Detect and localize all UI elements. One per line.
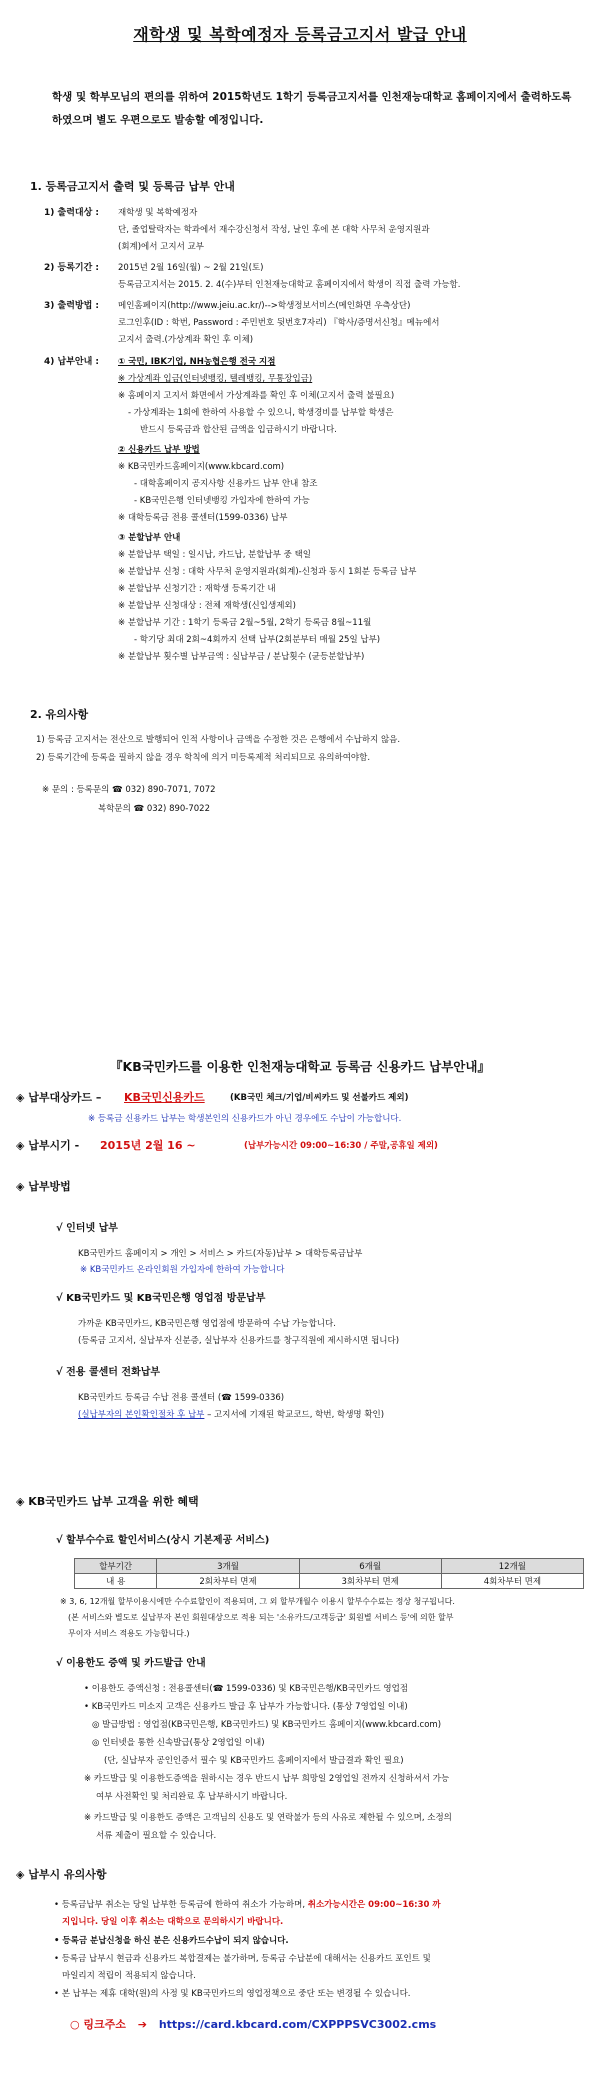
kb-m2-note: (등록금 고지서, 실납부자 신분증, 실납부자 신용카드를 창구직원에 제시하시면 됩니다) xyxy=(78,1336,400,1346)
kb-caution-2: • 등록금 분납신청을 하신 분은 신용카드수납이 되지 않습니다. xyxy=(54,1936,289,1946)
period-line: 2015년 2월 16일(월) ~ 2월 21일(토) xyxy=(118,263,264,273)
pay-line: - 대학홈페이지 공지사항 신용카드 납부 안내 참조 xyxy=(134,479,318,489)
fee-table-header-row xyxy=(75,1559,584,1574)
kb-b1-head: √ 할부수수료 할인서비스(상시 기본제공 서비스) xyxy=(56,1535,270,1546)
kb-m1-line: KB국민카드 홈페이지 > 개인 > 서비스 > 카드(자동)납부 > 대학등록금납부 xyxy=(78,1249,363,1259)
kb-m2-head: √ KB국민카드 및 KB국민은행 영업점 방문납부 xyxy=(56,1293,266,1304)
kb-caution-4: • 본 납부는 제휴 대학(원)의 사정 및 KB국민카드의 영업정책으로 중단 또는 변경될 수 있습니다. xyxy=(54,1989,411,1999)
kb-target-sub: ※ 등록금 신용카드 납부는 학생본인의 신용카드가 아닌 경우에도 수납이 가능합니다. xyxy=(88,1114,402,1124)
target-line: 단, 졸업탈락자는 학과에서 재수강신청서 작성, 날인 후에 본 대학 사무처 운영지원과 xyxy=(118,225,430,235)
fee-header-cell: 할부기간 xyxy=(75,1559,157,1574)
target-label: 1) 출력대상 : xyxy=(44,208,100,218)
fee-note: ※ 3, 6, 12개월 할부이용시에만 수수료할인이 적용되며, 그 외 할부개월수 이용시 할부수수료는 정상 청구됩니다. xyxy=(60,1597,455,1606)
kb-b2-head: √ 이용한도 증액 및 카드발급 안내 xyxy=(56,1658,206,1669)
kb-target-label: ◈ 납부대상카드 – xyxy=(16,1091,102,1104)
pay-line: ② 신용카드 납부 방법 xyxy=(118,445,200,455)
page-title: 재학생 및 복학예정자 등록금고지서 발급 안내 xyxy=(133,25,467,44)
kb-m1-note: ※ KB국민카드 온라인회원 가입자에 한하여 가능합니다 xyxy=(80,1265,285,1275)
pay-line: - 가상계좌는 1회에 한하여 사용할 수 있으니, 학생경비를 납부할 학생은 xyxy=(128,408,394,418)
section2-heading: 2. 유의사항 xyxy=(30,708,89,721)
pay-line: ① 국민, IBK기업, NH농협은행 전국 지점 xyxy=(118,357,276,367)
fee-table xyxy=(74,1558,584,1589)
pay-line: ③ 분할납부 안내 xyxy=(118,533,181,543)
caution-line: 1) 등록금 고지서는 전산으로 발행되어 인적 사항이나 금액을 수정한 것은 은행에서 수납하지 않음. xyxy=(36,735,401,745)
method-line: 메인홈페이지(http://www.jeiu.ac.kr/)-->학생정보서비스(메인화면 우측상단) xyxy=(118,301,411,311)
kb-caution-3b: 마일리지 적립이 적용되지 않습니다. xyxy=(62,1971,196,1981)
kb-link-label: ○ 링크주소 xyxy=(70,2018,126,2031)
kb-b2-line: • KB국민카드 미소지 고객은 신용카드 발급 후 납부가 가능합니다. (통상 7영업일 이내) xyxy=(84,1702,408,1712)
target-line: (회계)에서 고지서 교부 xyxy=(118,242,204,252)
kb-title: 『KB국민카드를 이용한 인천재능대학교 등록금 신용카드 납부안내』 xyxy=(110,1059,490,1074)
kb-time-note: (납부가능시간 09:00~16:30 / 주말,공휴일 제외) xyxy=(244,1141,438,1151)
kb-method-heading: ◈ 납부방법 xyxy=(16,1180,71,1193)
pay-label: 4) 납부안내 : xyxy=(44,357,100,367)
caution-line: 2) 등록기간에 등록을 필하지 않을 경우 학칙에 의거 미등록제적 처리되므로 유의하여야함. xyxy=(36,753,371,763)
kb-b2-line: ※ 카드발급 및 이용한도 증액은 고객님의 신용도 및 연락불가 등의 사유로 제한될 수 있으며, 소정의 xyxy=(84,1813,452,1823)
kb-b2-line: ◎ 발급방법 : 영업점(KB국민은행, KB국민카드) 및 KB국민카드 홈페이지(www.kbcard.com) xyxy=(92,1720,442,1730)
fee-header-cell: 12개월 xyxy=(441,1559,583,1574)
method-label: 3) 출력방법 : xyxy=(44,301,100,311)
kb-b2-line: 서류 제출이 필요할 수 있습니다. xyxy=(96,1831,217,1841)
fee-cell: 2회차부터 면제 xyxy=(157,1574,299,1589)
arrow-right-icon: ➔ xyxy=(137,2018,147,2031)
kb-m3-note-blue: (실납부자의 본인확인절차 후 납부 xyxy=(78,1410,205,1420)
kb-target-card: KB국민신용카드 xyxy=(124,1091,205,1104)
pay-line: ※ KB국민카드홈페이지(www.kbcard.com) xyxy=(118,462,285,472)
kb-b2-line: ◎ 인터넷을 통한 신속발급(통상 2영업일 이내) xyxy=(92,1738,265,1748)
kb-link-url[interactable]: https://card.kbcard.com/CXPPPSVC3002.cms xyxy=(158,2018,437,2031)
pay-line: ※ 대학등록금 전용 콜센터(1599-0336) 납부 xyxy=(118,513,288,523)
kb-m3-note xyxy=(78,1408,384,1420)
kb-time-value: 2015년 2월 16 ~ xyxy=(100,1139,196,1152)
kb-caution-1c: 지입니다. 당일 이후 취소는 대학으로 문의하시기 바랍니다. xyxy=(62,1917,284,1927)
target-line: 재학생 및 복학예정자 xyxy=(118,208,198,218)
pay-line: ※ 홈페이지 고지서 화면에서 가상계좌를 확인 후 이체(고지서 출력 불필요) xyxy=(118,391,395,401)
fee-cell: 내 용 xyxy=(75,1574,157,1589)
pay-line: 반드시 등록금과 합산된 금액을 입금하시기 바랍니다. xyxy=(140,425,337,435)
pay-line: - KB국민은행 인터넷뱅킹 가입자에 한하여 가능 xyxy=(134,496,310,506)
kb-m1-head: √ 인터넷 납부 xyxy=(56,1223,118,1234)
pay-line: ※ 분할납부 횟수별 납부금액 : 실납부금 / 분납횟수 (균등분할납부) xyxy=(118,652,365,662)
kb-benefit-heading: ◈ KB국민카드 납부 고객을 위한 혜택 xyxy=(16,1495,199,1508)
fee-header-cell: 6개월 xyxy=(299,1559,441,1574)
fee-cell: 4회차부터 면제 xyxy=(441,1574,583,1589)
pay-line: ※ 분할납부 택일 : 일시납, 카드납, 분할납부 중 택일 xyxy=(118,550,312,560)
fee-cell: 3회차부터 면제 xyxy=(299,1574,441,1589)
kb-m2-line: 가까운 KB국민카드, KB국민은행 영업점에 방문하여 수납 가능합니다. xyxy=(78,1319,336,1329)
kb-link-row xyxy=(70,2016,436,2032)
pay-line: ※ 분할납부 기간 : 1학기 등록금 2월~5월, 2학기 등록금 8월~11월 xyxy=(118,618,372,628)
kb-b2-line: • 이용한도 증액신청 : 전용콜센터(☎ 1599-0336) 및 KB국민은행/KB국민카드 영업점 xyxy=(84,1684,408,1694)
kb-b2-line: 여부 사전확인 및 처리완료 후 납부하시기 바랍니다. xyxy=(96,1792,288,1802)
kb-caution-heading: ◈ 납부시 유의사항 xyxy=(16,1868,107,1881)
fee-header-cell: 3개월 xyxy=(157,1559,299,1574)
kb-m3-line: KB국민카드 등록금 수납 전용 콜센터 (☎ 1599-0336) xyxy=(78,1393,285,1403)
kb-b2-line: ※ 카드발급 및 이용한도증액을 원하시는 경우 반드시 납부 희망일 2영업일 전까지 신청하셔서 가능 xyxy=(84,1774,450,1784)
pay-line: ※ 분할납부 신청기간 : 재학생 등록기간 내 xyxy=(118,584,276,594)
pay-line: ※ 가상계좌 입금(인터넷뱅킹, 텔레뱅킹, 무통장입금) xyxy=(118,374,313,384)
kb-target-note: (KB국민 체크/기업/비씨카드 및 선불카드 제외) xyxy=(230,1093,409,1103)
method-line: 고지서 출력.(가상계좌 확인 후 이체) xyxy=(118,335,254,345)
intro-paragraph: 학생 및 학부모님의 편의를 위하여 2015학년도 1학기 등록금고지서를 인천재능대학교 홈페이지에서 출력하도록 하였으며 별도 우편으로도 발송할 예정입니다. xyxy=(52,91,572,126)
pay-line: ※ 분할납부 신청대상 : 전체 재학생(신입생제외) xyxy=(118,601,296,611)
pay-line: ※ 분할납부 신청 : 대학 사무처 운영지원과(회계)-신청과 동시 1회분 등록금 납부 xyxy=(118,567,417,577)
fee-note: (본 서비스와 별도로 실납부자 본인 회원대상으로 적용 되는 '소유카드/고객등급' 회원별 서비스 등'에 의한 할부 xyxy=(68,1613,454,1622)
contact-return: 복학문의 ☎ 032) 890-7022 xyxy=(98,804,211,814)
kb-m3-head: √ 전용 콜센터 전화납부 xyxy=(56,1367,161,1378)
kb-b2-line: (단, 실납부자 공인인증서 필수 및 KB국민카드 홈페이지에서 발급결과 확인 필요) xyxy=(104,1756,404,1766)
fee-note: 무이자 서비스 적용도 가능합니다.) xyxy=(68,1629,190,1638)
pay-line: - 학기당 최대 2회~4회까지 선택 납부(2회분부터 매월 25일 납부) xyxy=(134,635,381,645)
kb-caution-3a: • 등록금 납부시 현금과 신용카드 복합결제는 불가하며, 등록금 수납분에 대해서는 신용카드 포인트 및 xyxy=(54,1954,431,1964)
kb-caution-1b: 취소가능시간은 09:00~16:30 까 xyxy=(307,1900,441,1910)
kb-caution-line xyxy=(54,1898,441,1910)
method-line: 로그인후(ID : 학번, Password : 주민번호 뒷번호7자리) 『학사/증명서신청』메뉴에서 xyxy=(118,318,440,328)
kb-m3-note-rest: – 고지서에 기재된 학교코드, 학번, 학생명 확인) xyxy=(204,1410,385,1420)
kb-time-label: ◈ 납부시기 - xyxy=(16,1139,80,1152)
kb-caution-1a: • 등록금납부 취소는 당일 납부한 등록금에 한하여 취소가 가능하며, xyxy=(54,1900,306,1910)
contact-registration: ※ 문의 : 등록문의 ☎ 032) 890-7071, 7072 xyxy=(42,785,216,795)
section1-heading: 1. 등록금고지서 출력 및 등록금 납부 안내 xyxy=(30,180,235,193)
period-label: 2) 등록기간 : xyxy=(44,263,100,273)
fee-table-row xyxy=(75,1574,584,1589)
period-line: 등록금고지서는 2015. 2. 4(수)부터 인천재능대학교 홈페이지에서 학생이 직접 출력 가능함. xyxy=(118,280,461,290)
